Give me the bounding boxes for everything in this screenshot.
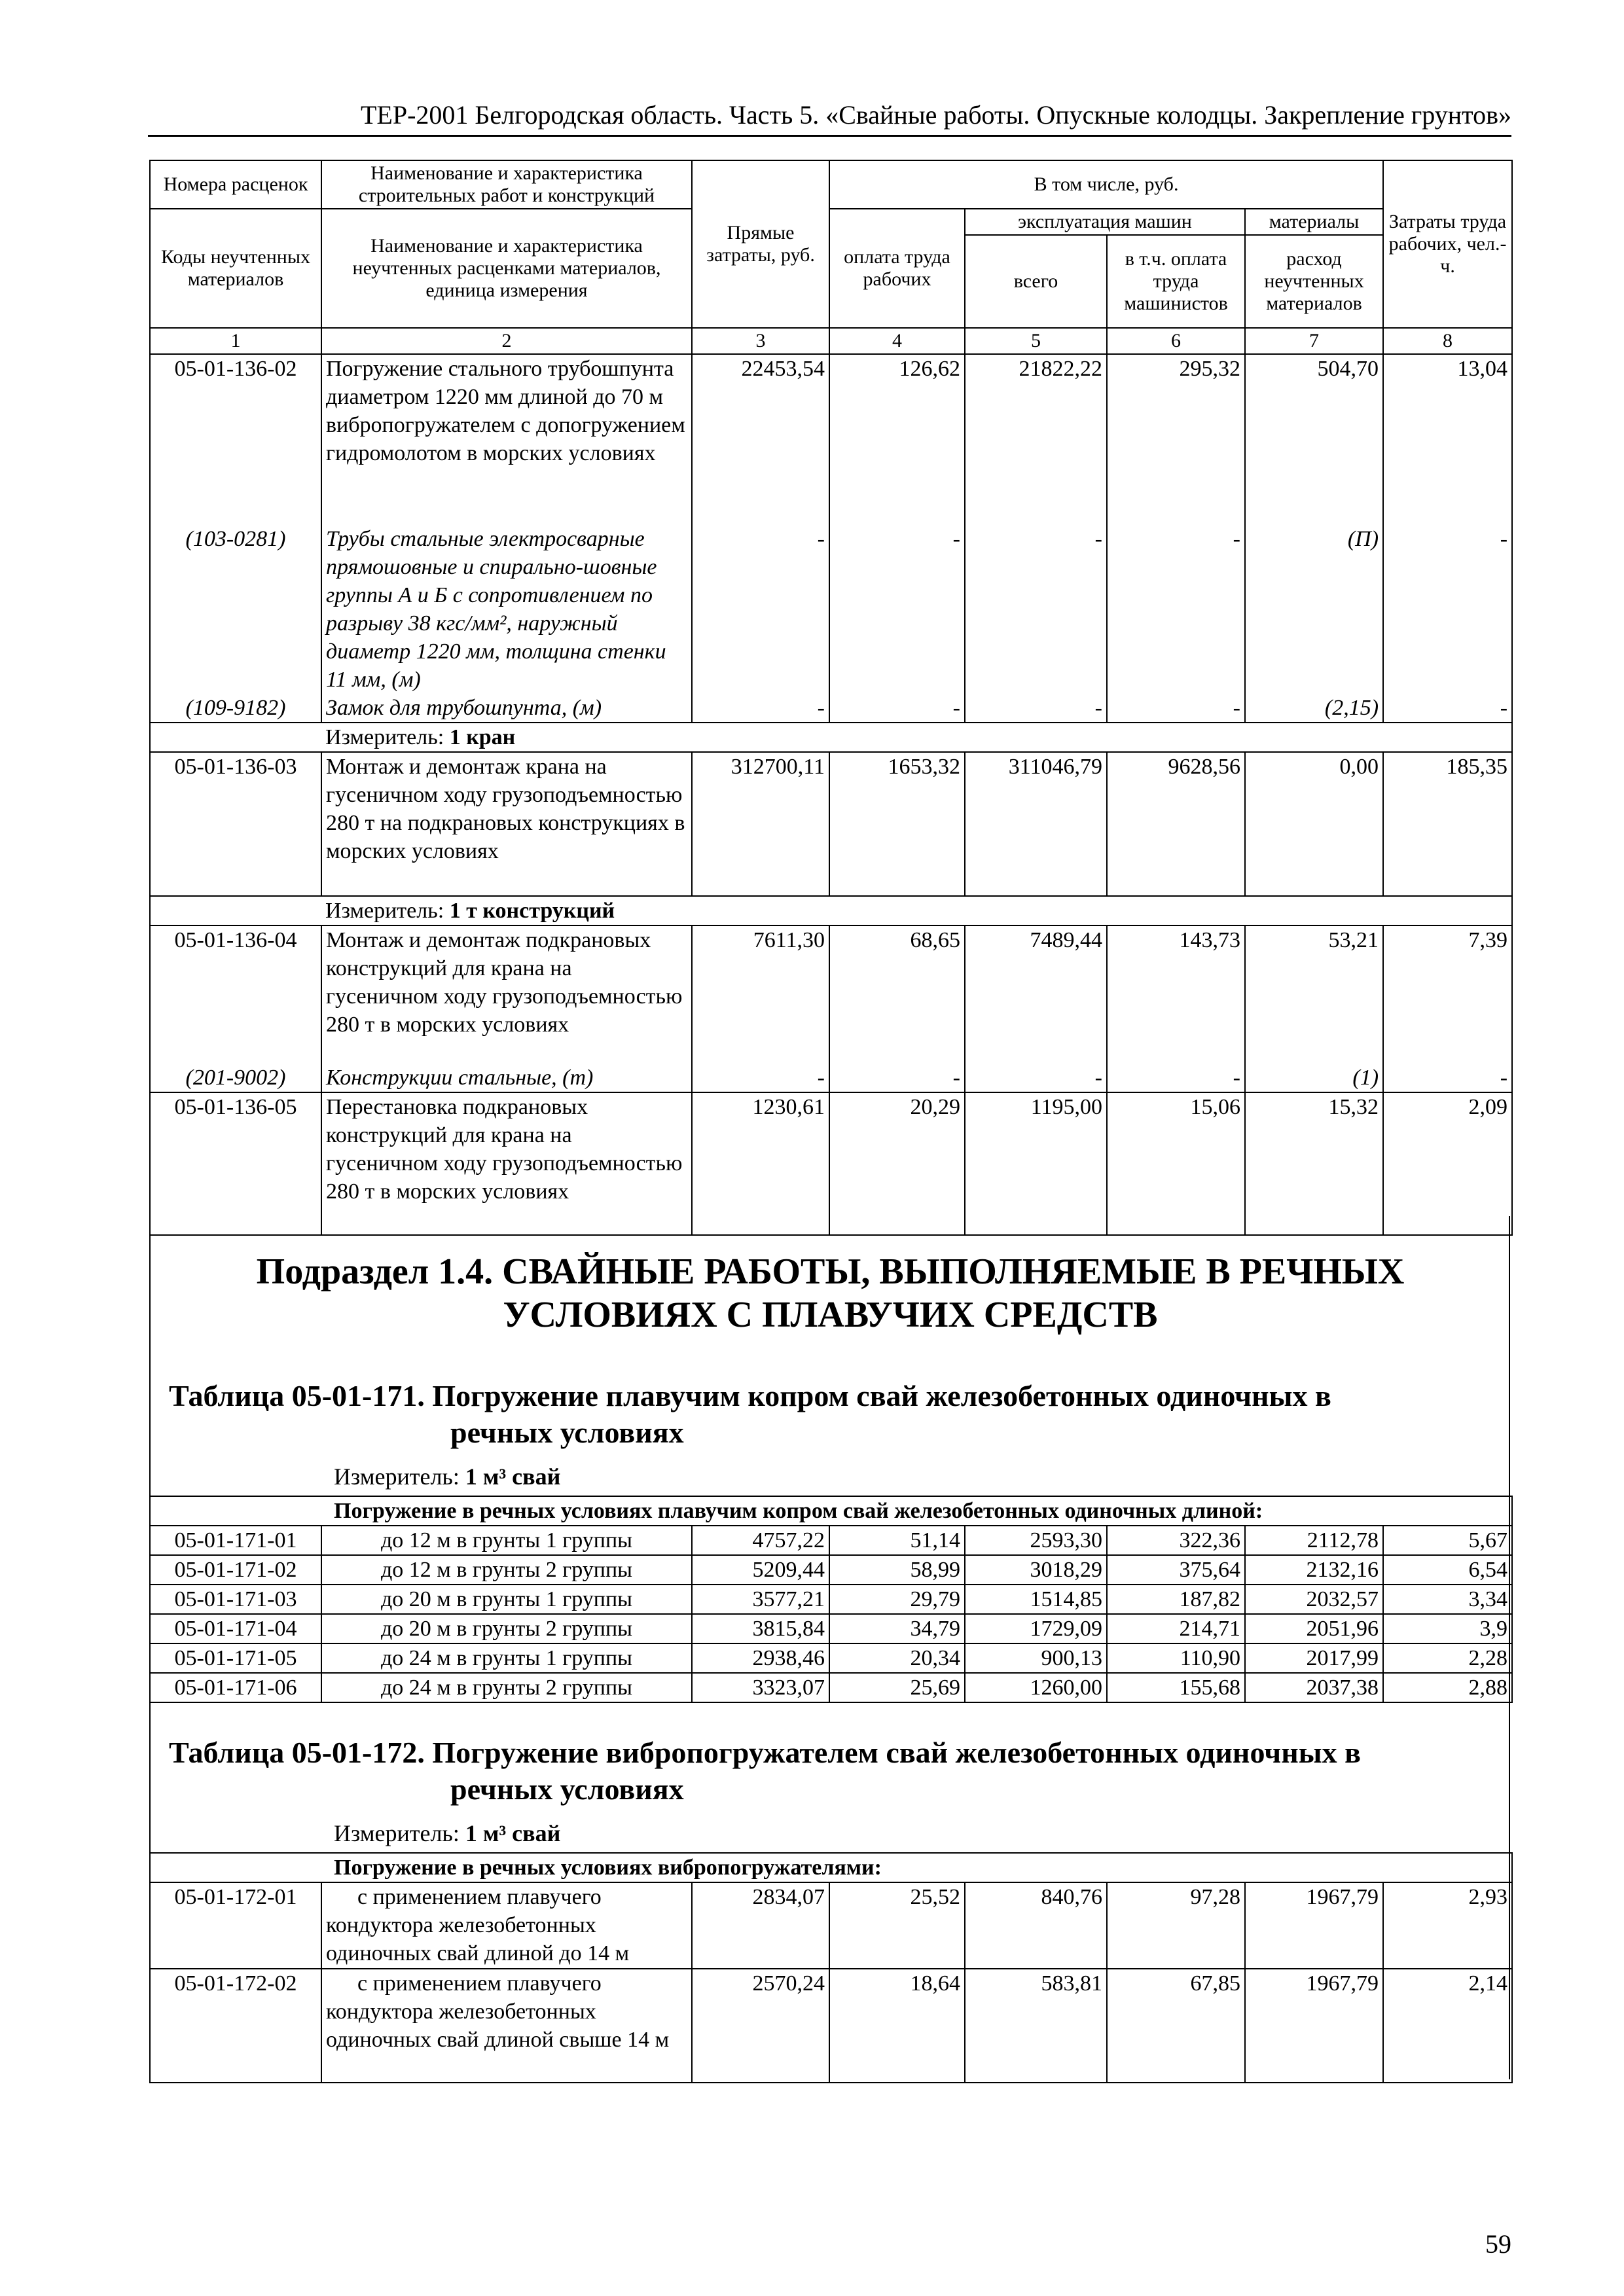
- header-col8: Затраты труда рабочих, чел.-ч.: [1383, 160, 1512, 328]
- table-row: [150, 752, 1512, 896]
- rate-code: 05-01-136-04: [150, 925, 321, 1064]
- material-value: -: [829, 694, 965, 723]
- rate-code: 05-01-172-01: [150, 1882, 321, 1969]
- materials-cost: 2037,38: [1245, 1673, 1383, 1702]
- labor-hours: 13,04: [1383, 354, 1512, 525]
- operator-cost: 155,68: [1107, 1673, 1245, 1702]
- header-col7: расход неучтенных материалов: [1245, 235, 1383, 328]
- labor-cost: 25,69: [829, 1673, 965, 1702]
- operator-cost: 110,90: [1107, 1643, 1245, 1673]
- materials-cost: 0,00: [1245, 752, 1383, 896]
- direct-cost: 3577,21: [692, 1585, 829, 1614]
- operator-cost: 187,82: [1107, 1585, 1245, 1614]
- material-value: -: [1383, 694, 1512, 723]
- rate-name: Монтаж и демонтаж крана на гусеничном ходу грузоподъемностью 280 т на подкрановых конструкциях в морских условиях: [321, 752, 692, 896]
- col-number: 7: [1245, 328, 1383, 354]
- materials-cost: 2132,16: [1245, 1555, 1383, 1585]
- machine-cost: 3018,29: [965, 1555, 1107, 1585]
- machine-cost: 1514,85: [965, 1585, 1107, 1614]
- col-number: 3: [692, 328, 829, 354]
- header-machines: эксплуатация машин: [965, 209, 1245, 235]
- rate-code: 05-01-171-01: [150, 1526, 321, 1555]
- direct-cost: 2938,46: [692, 1643, 829, 1673]
- machine-cost: 2593,30: [965, 1526, 1107, 1555]
- material-value: -: [965, 694, 1107, 723]
- table-171-measure: Измеритель: 1 м³ свай: [334, 1463, 561, 1490]
- material-row: [150, 694, 1512, 723]
- operator-cost: 143,73: [1107, 925, 1245, 1064]
- material-value: -: [692, 694, 829, 723]
- material-value: (П): [1245, 525, 1383, 694]
- machine-cost: 21822,22: [965, 354, 1107, 525]
- header-group: В том числе, руб.: [829, 160, 1383, 209]
- material-value: (1): [1245, 1064, 1383, 1092]
- direct-cost: 4757,22: [692, 1526, 829, 1555]
- materials-cost: 1967,79: [1245, 1969, 1383, 2083]
- labor-hours: 7,39: [1383, 925, 1512, 1064]
- material-value: -: [1107, 1064, 1245, 1092]
- table-row: [150, 1969, 1512, 2083]
- table-row: [150, 1092, 1512, 1235]
- labor-cost: 51,14: [829, 1526, 965, 1555]
- labor-cost: 18,64: [829, 1969, 965, 2083]
- material-value: -: [1383, 525, 1512, 694]
- direct-cost: 22453,54: [692, 354, 829, 525]
- material-value: -: [1383, 1064, 1512, 1092]
- page-number: 59: [1485, 2229, 1511, 2259]
- measure-label: Измеритель: 1 кран: [321, 723, 1512, 752]
- table-row: [150, 1643, 1512, 1673]
- labor-cost: 20,29: [829, 1092, 965, 1235]
- rate-name: до 12 м в грунты 2 группы: [321, 1555, 692, 1585]
- labor-cost: 25,52: [829, 1882, 965, 1969]
- table-row: [150, 1882, 1512, 1969]
- rate-code: 05-01-136-03: [150, 752, 321, 896]
- col-number: 6: [1107, 328, 1245, 354]
- table-172: [149, 1852, 1513, 2083]
- material-value: -: [965, 525, 1107, 694]
- labor-hours: 2,09: [1383, 1092, 1512, 1235]
- operator-cost: 9628,56: [1107, 752, 1245, 896]
- material-value: -: [692, 1064, 829, 1092]
- direct-cost: 3323,07: [692, 1673, 829, 1702]
- direct-cost: 312700,11: [692, 752, 829, 896]
- material-name: Конструкции стальные, (т): [321, 1064, 692, 1092]
- table-row: [150, 1555, 1512, 1585]
- material-code: (109-9182): [150, 694, 321, 723]
- running-title: ТЕР-2001 Белгородская область. Часть 5. «Свайные работы. Опускные колодцы. Закрепление грунтов»: [148, 98, 1511, 137]
- labor-hours: 3,9: [1383, 1614, 1512, 1643]
- header-materials: материалы: [1245, 209, 1383, 235]
- rate-name: с применением плавучего кондуктора железобетонных одиночных свай длиной до 14 м: [321, 1882, 692, 1969]
- rate-name: Погружение стального трубошпунта диаметром 1220 мм длиной до 70 м вибропогружателем с допогружением гидромолотом в морских условиях: [321, 354, 692, 525]
- material-value: (2,15): [1245, 694, 1383, 723]
- group-title: Погружение в речных условиях вибропогружателями:: [150, 1853, 1512, 1882]
- measure-row: [150, 723, 1512, 752]
- rate-name: до 12 м в грунты 1 группы: [321, 1526, 692, 1555]
- material-value: -: [829, 1064, 965, 1092]
- material-value: -: [692, 525, 829, 694]
- table-171: [149, 1496, 1513, 1703]
- material-value: -: [1107, 525, 1245, 694]
- col-number: 8: [1383, 328, 1512, 354]
- labor-cost: 58,99: [829, 1555, 965, 1585]
- rate-name: до 20 м в грунты 1 группы: [321, 1585, 692, 1614]
- operator-cost: 15,06: [1107, 1092, 1245, 1235]
- direct-cost: 3815,84: [692, 1614, 829, 1643]
- material-row: [150, 525, 1512, 694]
- rate-name: Перестановка подкрановых конструкций для крана на гусеничном ходу грузоподъемностью 280 т в морских условиях: [321, 1092, 692, 1235]
- rate-code: 05-01-171-04: [150, 1614, 321, 1643]
- labor-hours: 5,67: [1383, 1526, 1512, 1555]
- header-col1-bottom: Коды неучтенных материалов: [150, 209, 321, 328]
- materials-cost: 15,32: [1245, 1092, 1383, 1235]
- material-code: (103-0281): [150, 525, 321, 694]
- table-row: [150, 354, 1512, 525]
- subsection-title: Подраздел 1.4. СВАЙНЫЕ РАБОТЫ, ВЫПОЛНЯЕМЫЕ В РЕЧНЫХ УСЛОВИЯХ С ПЛАВУЧИХ СРЕДСТВ: [256, 1251, 1405, 1335]
- table-172-title: Таблица 05-01-172. Погружение вибропогружателем свай железобетонных одиночных в речных условиях: [169, 1736, 1361, 1806]
- operator-cost: 214,71: [1107, 1614, 1245, 1643]
- direct-cost: 5209,44: [692, 1555, 829, 1585]
- price-table: [149, 160, 1513, 1236]
- table-171-title: Таблица 05-01-171. Погружение плавучим копром свай железобетонных одиночных в речных условиях: [169, 1379, 1331, 1449]
- col-number: 2: [321, 328, 692, 354]
- machine-cost: 1729,09: [965, 1614, 1107, 1643]
- labor-hours: 185,35: [1383, 752, 1512, 896]
- machine-cost: 583,81: [965, 1969, 1107, 2083]
- labor-hours: 6,54: [1383, 1555, 1512, 1585]
- labor-hours: 2,88: [1383, 1673, 1512, 1702]
- rate-code: 05-01-171-03: [150, 1585, 321, 1614]
- materials-cost: 504,70: [1245, 354, 1383, 525]
- operator-cost: 322,36: [1107, 1526, 1245, 1555]
- rate-name: Монтаж и демонтаж подкрановых конструкций для крана на гусеничном ходу грузоподъемностью 280 т в морских условиях: [321, 925, 692, 1064]
- operator-cost: 375,64: [1107, 1555, 1245, 1585]
- direct-cost: 2570,24: [692, 1969, 829, 2083]
- col-number: 1: [150, 328, 321, 354]
- materials-cost: 2032,57: [1245, 1585, 1383, 1614]
- machine-cost: 7489,44: [965, 925, 1107, 1064]
- rate-name: до 20 м в грунты 2 группы: [321, 1614, 692, 1643]
- machine-cost: 311046,79: [965, 752, 1107, 896]
- labor-cost: 29,79: [829, 1585, 965, 1614]
- operator-cost: 97,28: [1107, 1882, 1245, 1969]
- machine-cost: 840,76: [965, 1882, 1107, 1969]
- header-col5: всего: [965, 235, 1107, 328]
- table-row: [150, 1673, 1512, 1702]
- labor-cost: 1653,32: [829, 752, 965, 896]
- labor-hours: 2,14: [1383, 1969, 1512, 2083]
- rate-code: 05-01-171-02: [150, 1555, 321, 1585]
- materials-cost: 1967,79: [1245, 1882, 1383, 1969]
- rate-code: 05-01-136-05: [150, 1092, 321, 1235]
- direct-cost: 7611,30: [692, 925, 829, 1064]
- machine-cost: 1195,00: [965, 1092, 1107, 1235]
- labor-cost: 20,34: [829, 1643, 965, 1673]
- col-number: 5: [965, 328, 1107, 354]
- labor-hours: 2,93: [1383, 1882, 1512, 1969]
- rate-code: 05-01-171-05: [150, 1643, 321, 1673]
- material-row: [150, 1064, 1512, 1092]
- table-row: [150, 1614, 1512, 1643]
- machine-cost: 900,13: [965, 1643, 1107, 1673]
- header-col6: в т.ч. оплата труда машинистов: [1107, 235, 1245, 328]
- col-number: 4: [829, 328, 965, 354]
- measure-row: [150, 896, 1512, 925]
- table-row: [150, 1526, 1512, 1555]
- rate-code: 05-01-172-02: [150, 1969, 321, 2083]
- material-name: Трубы стальные электросварные прямошовные и спирально-шовные группы А и Б с сопротивлением по разрыву 38 кгс/мм², наружный диаметр 1220 мм, толщина стенки 11 мм, (м): [321, 525, 692, 694]
- labor-hours: 2,28: [1383, 1643, 1512, 1673]
- header-col3: Прямые затраты, руб.: [692, 160, 829, 328]
- header-col1-top: Номера расценок: [150, 160, 321, 209]
- group-title: Погружение в речных условиях плавучим копром свай железобетонных одиночных длиной:: [150, 1496, 1512, 1526]
- operator-cost: 295,32: [1107, 354, 1245, 525]
- labor-cost: 68,65: [829, 925, 965, 1064]
- material-value: -: [1107, 694, 1245, 723]
- materials-cost: 2112,78: [1245, 1526, 1383, 1555]
- material-name: Замок для трубошпунта, (м): [321, 694, 692, 723]
- material-code: (201-9002): [150, 1064, 321, 1092]
- rate-name: до 24 м в грунты 2 группы: [321, 1673, 692, 1702]
- materials-cost: 2017,99: [1245, 1643, 1383, 1673]
- table-172-measure: Измеритель: 1 м³ свай: [334, 1820, 561, 1846]
- material-value: -: [965, 1064, 1107, 1092]
- rate-code: 05-01-171-06: [150, 1673, 321, 1702]
- table-row: [150, 925, 1512, 1064]
- materials-cost: 2051,96: [1245, 1614, 1383, 1643]
- header-col2-top: Наименование и характеристика строительных работ и конструкций: [321, 160, 692, 209]
- labor-cost: 126,62: [829, 354, 965, 525]
- material-value: -: [829, 525, 965, 694]
- table-row: [150, 1585, 1512, 1614]
- machine-cost: 1260,00: [965, 1673, 1107, 1702]
- rate-name: с применением плавучего кондуктора железобетонных одиночных свай длиной свыше 14 м: [321, 1969, 692, 2083]
- direct-cost: 2834,07: [692, 1882, 829, 1969]
- materials-cost: 53,21: [1245, 925, 1383, 1064]
- operator-cost: 67,85: [1107, 1969, 1245, 2083]
- labor-hours: 3,34: [1383, 1585, 1512, 1614]
- direct-cost: 1230,61: [692, 1092, 829, 1235]
- measure-label: Измеритель: 1 т конструкций: [321, 896, 1512, 925]
- labor-cost: 34,79: [829, 1614, 965, 1643]
- header-col2-bottom: Наименование и характеристика неучтенных расценками материалов, единица измерения: [321, 209, 692, 328]
- header-col4: оплата труда рабочих: [829, 209, 965, 328]
- rate-code: 05-01-136-02: [150, 354, 321, 525]
- rate-name: до 24 м в грунты 1 группы: [321, 1643, 692, 1673]
